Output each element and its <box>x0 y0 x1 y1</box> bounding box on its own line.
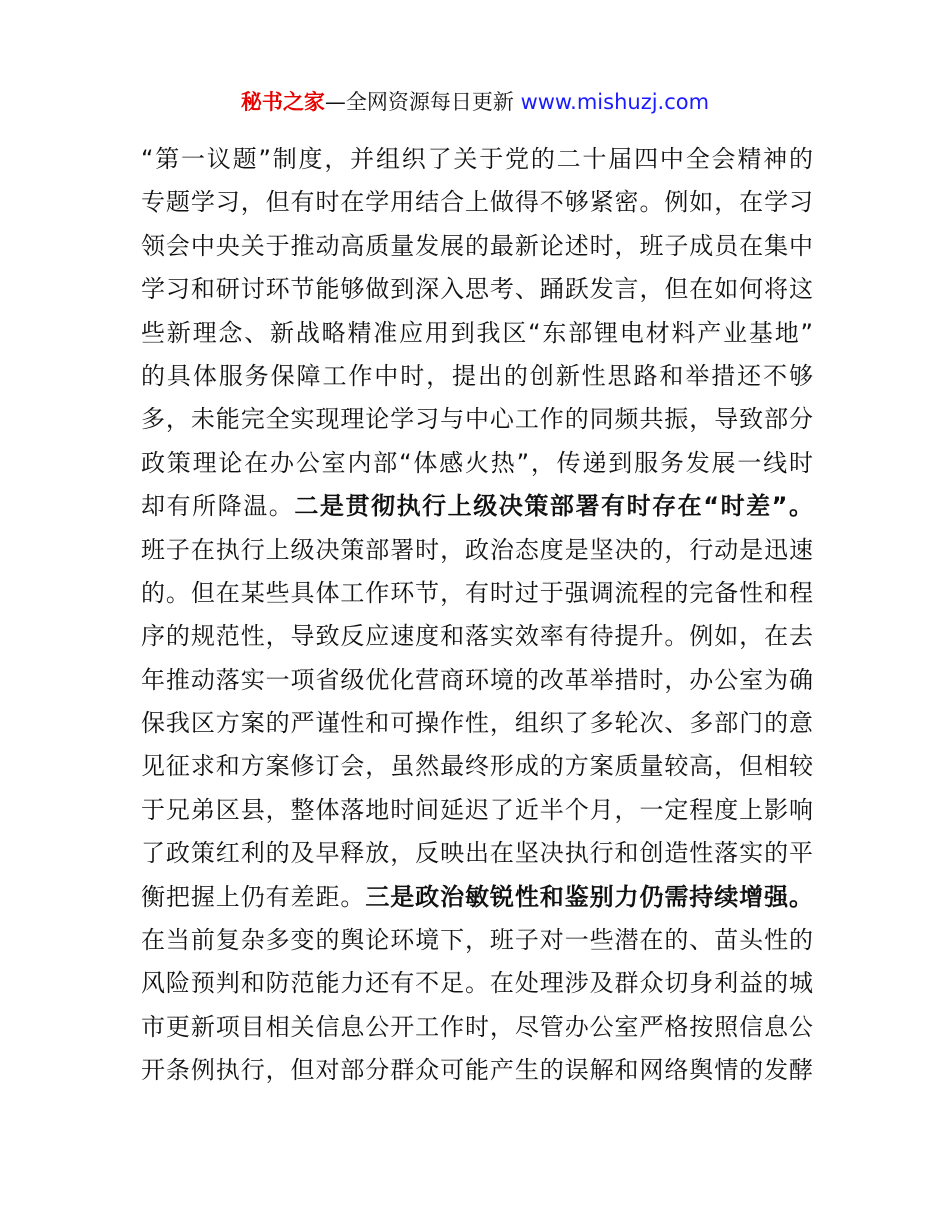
site-brand: 秘书之家 <box>240 90 325 114</box>
text-line: 序的规范性，导致反应速度和落实效率有待提升。例如，在去 <box>141 622 813 651</box>
text-line: 些新理念、新战略精准应用到我区“东部锂电材料产业基地” <box>141 318 813 347</box>
site-url-link[interactable]: www.mishuzj.com <box>520 90 710 114</box>
site-tagline: —全网资源每日更新 <box>324 90 521 114</box>
text-line: 专题学习，但有时在学用结合上做得不够紧密。例如，在学习 <box>141 188 813 217</box>
text-line: 班子在执行上级决策部署时，政治态度是坚决的，行动是迅速 <box>141 535 813 564</box>
text-line: 政策理论在办公室内部“体感火热”，传递到服务发展一线时 <box>141 448 813 477</box>
text-line: 却有所降温。二是贯彻执行上级决策部署有时存在“时差”。 <box>141 492 813 521</box>
text-line: 多，未能完全实现理论学习与中心工作的同频共振，导致部分 <box>141 405 813 434</box>
text-line: “第一议题”制度，并组织了关于党的二十届四中全会精神的 <box>141 145 813 173</box>
text-line: 风险预判和防范能力还有不足。在处理涉及群众切身利益的城 <box>141 969 813 998</box>
bold-heading-2: 二是贯彻执行上级决策部署有时存在“时差”。 <box>294 492 813 521</box>
document-body <box>141 138 813 1093</box>
site-header <box>0 88 950 116</box>
text-line: 见征求和方案修订会，虽然最终形成的方案质量较高，但相较 <box>141 752 813 781</box>
text-line: 年推动落实一项省级优化营商环境的改革举措时，办公室为确 <box>141 665 813 694</box>
text-line: 市更新项目相关信息公开工作时，尽管办公室严格按照信息公 <box>141 1012 813 1041</box>
text-line: 的。但在某些具体工作环节，有时过于强调流程的完备性和程 <box>141 578 813 607</box>
text-line: 保我区方案的严谨性和可操作性，组织了多轮次、多部门的意 <box>141 709 813 738</box>
text-line: 领会中央关于推动高质量发展的最新论述时，班子成员在集中 <box>141 231 813 260</box>
text-line: 于兄弟区县，整体落地时间延迟了近半个月，一定程度上影响 <box>141 795 813 824</box>
text-line: 开条例执行，但对部分群众可能产生的误解和网络舆情的发酵 <box>141 1056 813 1085</box>
text-line: 在当前复杂多变的舆论环境下，班子对一些潜在的、苗头性的 <box>141 926 813 955</box>
text-line: 衡把握上仍有差距。三是政治敏锐性和鉴别力仍需持续增强。 <box>141 882 813 911</box>
text-line: 学习和研讨环节能够做到深入思考、踊跃发言，但在如何将这 <box>141 275 813 304</box>
bold-heading-3: 三是政治敏锐性和鉴别力仍需持续增强。 <box>365 882 813 911</box>
text-line: 的具体服务保障工作中时，提出的创新性思路和举措还不够 <box>141 361 813 390</box>
text-line: 了政策红利的及早释放，反映出在坚决执行和创造性落实的平 <box>141 839 813 868</box>
